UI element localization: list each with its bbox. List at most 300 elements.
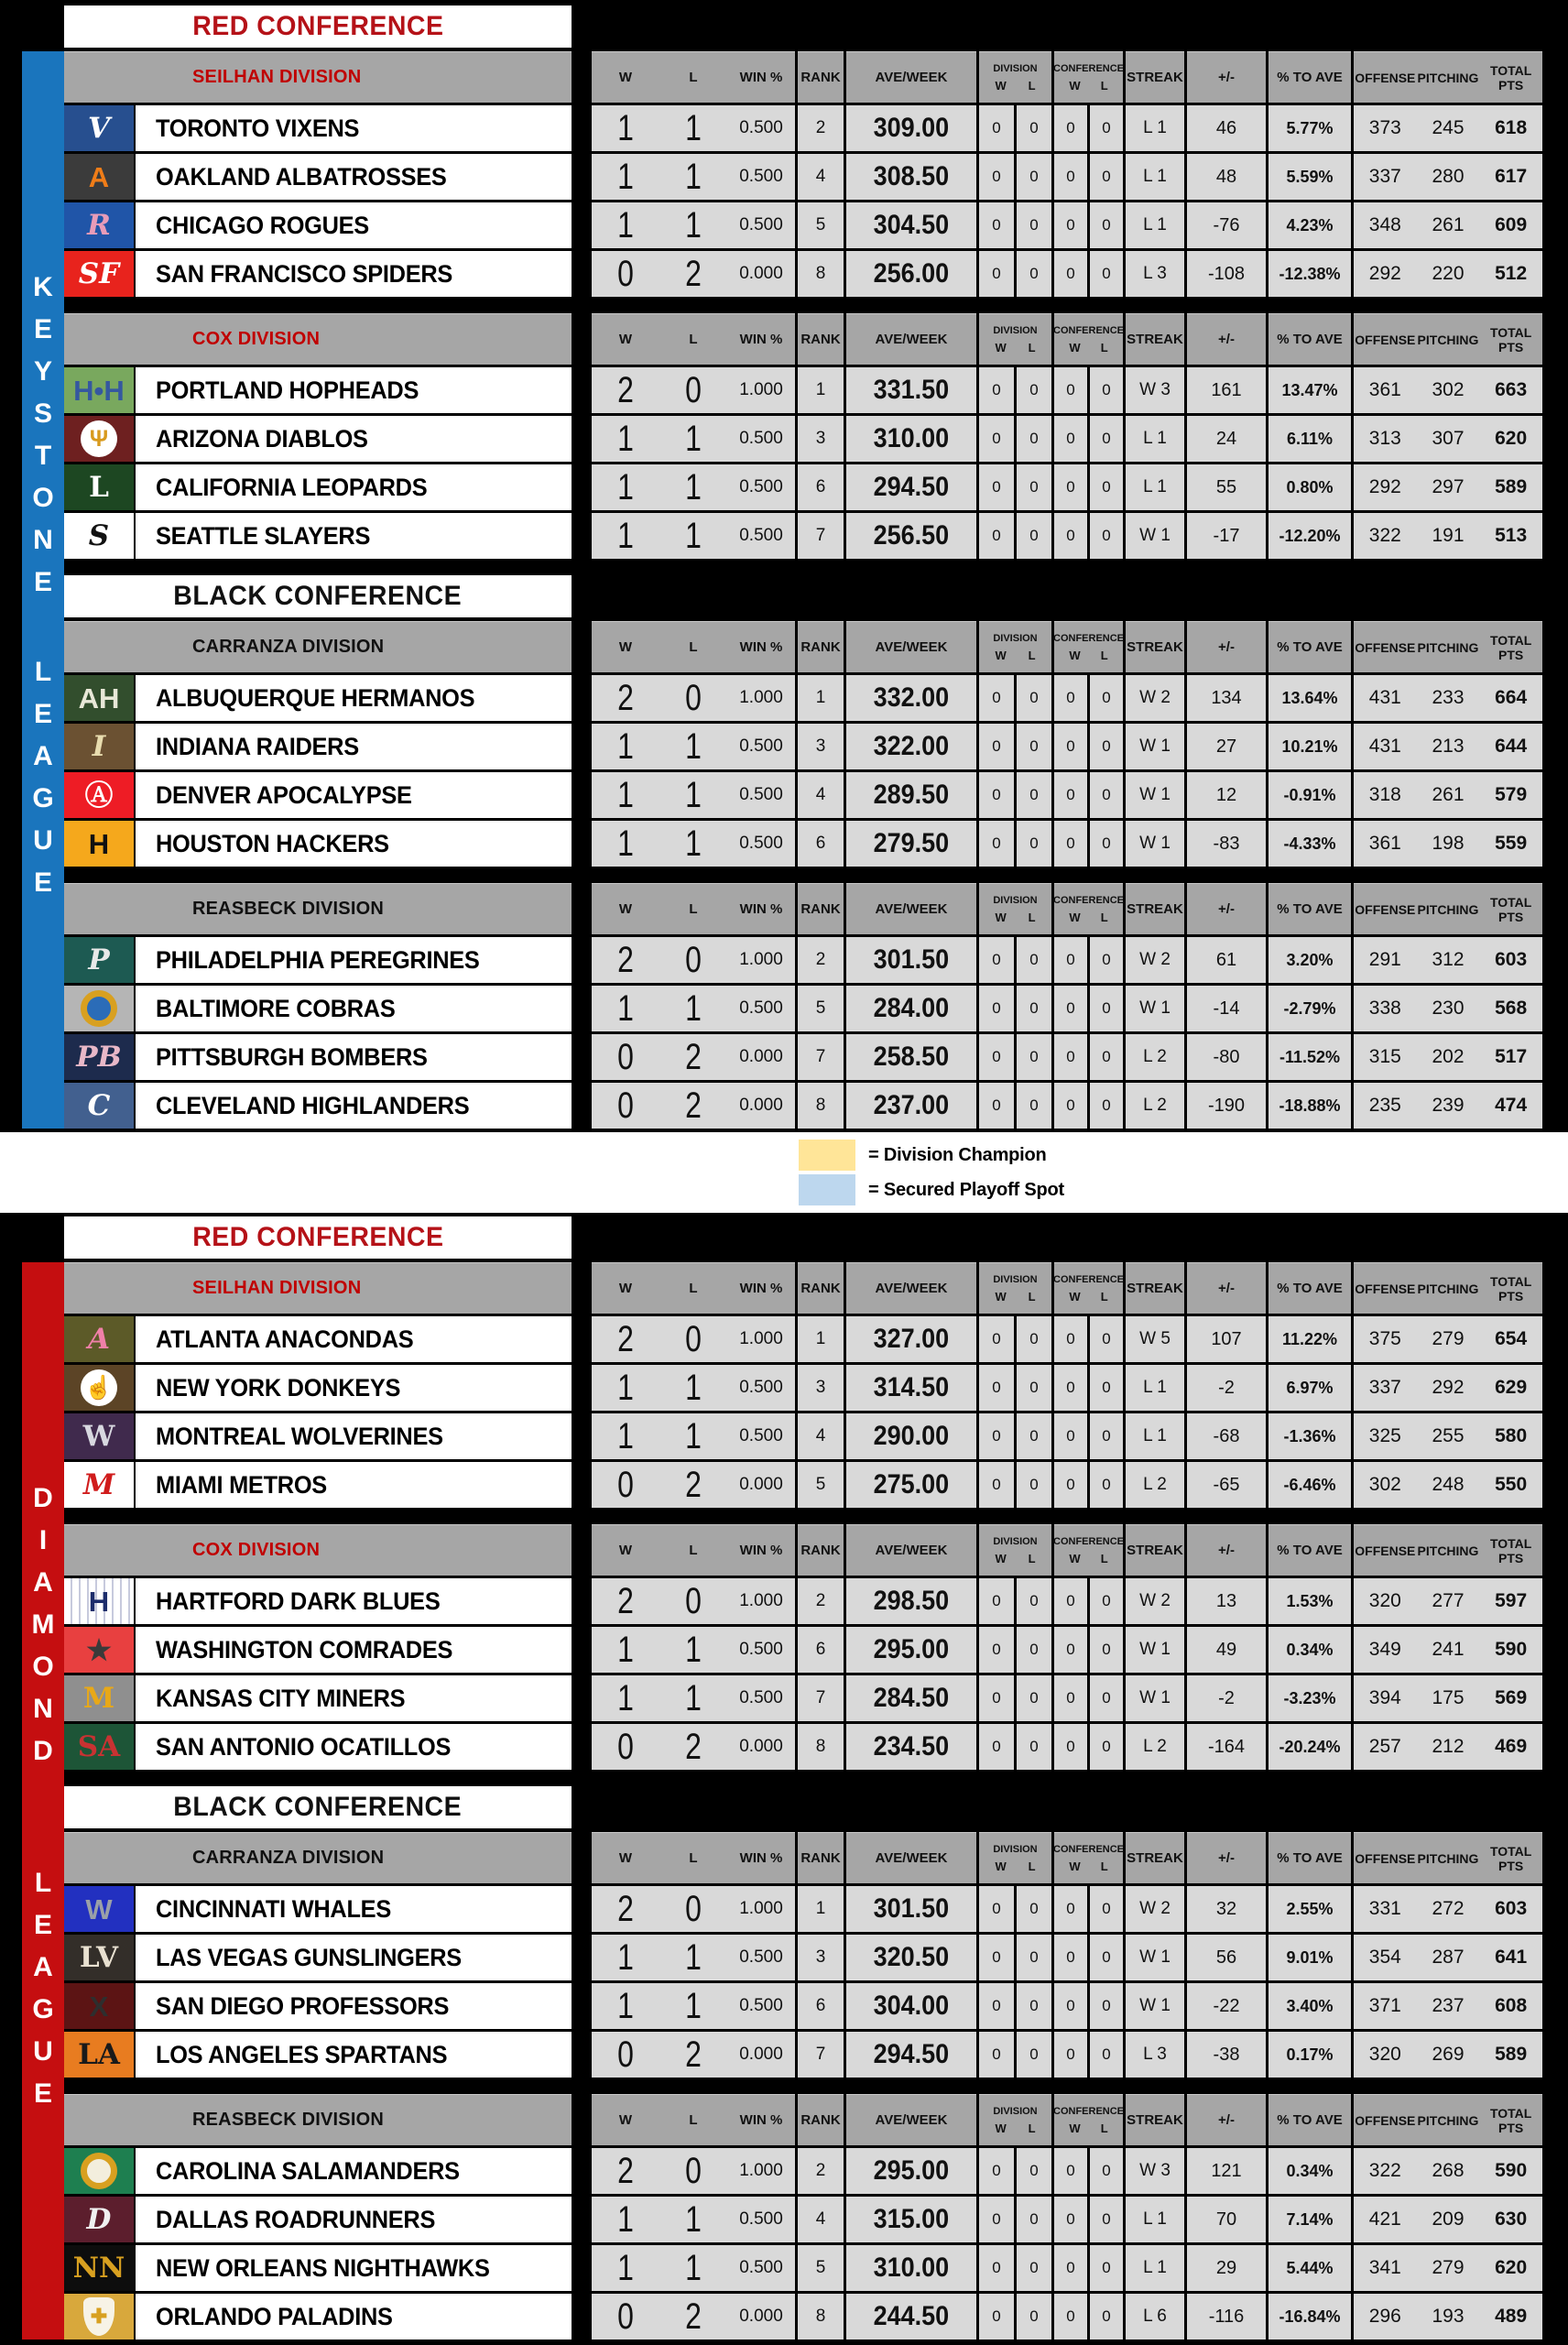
- stat-division-l: [1017, 1627, 1051, 1673]
- sidebar-letter: E: [33, 567, 52, 597]
- col-pcttoave-label: % TO AVE: [1269, 2094, 1351, 2145]
- stat-points-group: [1354, 937, 1542, 983]
- stat-conference-w: [1054, 1365, 1087, 1411]
- stat-division-l: [1017, 675, 1051, 721]
- col-winpct-label: WIN %: [739, 1850, 783, 1866]
- division-header: [64, 1262, 572, 1314]
- stat-ave-week: [846, 2148, 976, 2194]
- stat-points-group: [1354, 251, 1542, 297]
- stat-conference-l: [1090, 937, 1123, 983]
- col-plusminus-label: +/-: [1187, 313, 1266, 365]
- stat-losses: 1: [685, 205, 702, 245]
- team-identity: [64, 202, 572, 248]
- sidebar-letter: T: [34, 441, 52, 471]
- stat-division-w: [979, 2245, 1014, 2291]
- stat-rank-value: 2: [815, 2161, 826, 2180]
- team-identity: [64, 1627, 572, 1673]
- team-logo: [64, 1316, 134, 1362]
- team-identity: [64, 1365, 572, 1411]
- stat-wins: 0: [617, 2034, 634, 2075]
- stat-conference-w-value: 0: [1066, 1948, 1075, 1966]
- stat-conference-w: [1054, 1316, 1087, 1362]
- division-header-band: [64, 1832, 1568, 1883]
- stats-header-points-group: [1354, 313, 1542, 365]
- col-division-w-label: W: [995, 78, 1007, 93]
- stat-conference-l-value: 0: [1102, 1476, 1111, 1493]
- stat-division-l-value: 0: [1029, 168, 1039, 185]
- stat-conference-l: [1090, 1935, 1123, 1980]
- stat-conference-l: [1090, 2294, 1123, 2340]
- stat-division-w-value: 0: [992, 381, 1001, 398]
- stat-ave-week-value: 275.00: [873, 1469, 950, 1500]
- team-logo-glyph: L: [89, 470, 109, 504]
- stat-wl-cell: [592, 1316, 795, 1362]
- stat-conference-w-value: 0: [1066, 2259, 1075, 2276]
- team-row: [64, 251, 1568, 297]
- team-name: NEW YORK DONKEYS: [156, 1373, 401, 1402]
- col-conference-label: CONFERENCE: [1053, 324, 1125, 336]
- stat-division-l-value: 0: [1029, 2045, 1039, 2063]
- team-logo: [64, 2032, 134, 2078]
- stat-conference-w-value: 0: [1066, 2162, 1075, 2179]
- col-conference-sublabels: [1059, 2122, 1118, 2134]
- sidebar-word-top: [22, 1478, 64, 1772]
- sidebar-letter: E: [33, 699, 52, 729]
- stat-pitching: 220: [1432, 263, 1465, 284]
- sidebar-letter: I: [38, 1525, 48, 1555]
- stats-header-row: [592, 313, 1542, 365]
- stat-offense: 257: [1368, 1736, 1401, 1757]
- stat-pct-to-ave-value: 13.47%: [1281, 380, 1338, 399]
- col-conference-sublabels: [1059, 80, 1118, 92]
- stat-offense: 348: [1368, 214, 1401, 235]
- stat-division-w: [979, 1627, 1014, 1673]
- team-identity: [64, 1578, 572, 1624]
- stat-streak: [1126, 1724, 1184, 1770]
- stat-plus-minus-value: 12: [1215, 784, 1237, 805]
- leagues-root: [0, 5, 1568, 2340]
- col-pitching-label: PITCHING: [1417, 1543, 1479, 1558]
- stat-total-pts: 630: [1495, 2209, 1528, 2230]
- col-conference-group: [1054, 1262, 1123, 1314]
- stat-plus-minus: [1187, 2245, 1266, 2291]
- stat-plus-minus: [1187, 1886, 1266, 1932]
- sidebar-letter: O: [32, 483, 54, 513]
- stat-streak-value: L 6: [1143, 2307, 1167, 2326]
- team-stats-row: [592, 821, 1542, 867]
- sidebar-letter: M: [31, 1609, 55, 1640]
- team-name: LAS VEGAS GUNSLINGERS: [156, 1943, 462, 1971]
- team-row: [64, 986, 1568, 1031]
- stat-wl-cell: [592, 675, 795, 721]
- sidebar-letter: L: [34, 1868, 52, 1898]
- col-division-w-label: W: [995, 340, 1007, 354]
- stats-header-points-group: [1354, 2094, 1542, 2145]
- stat-losses: 1: [685, 1678, 702, 1718]
- team-name: LOS ANGELES SPARTANS: [156, 2040, 448, 2068]
- stat-division-w: [979, 1935, 1014, 1980]
- stat-streak-value: L 1: [1143, 167, 1167, 186]
- stat-streak-value: W 3: [1139, 2161, 1171, 2180]
- stat-offense: 302: [1368, 1474, 1401, 1495]
- col-division-w-label: W: [995, 1289, 1007, 1303]
- stat-offense: 431: [1368, 687, 1401, 708]
- stat-pitching: 175: [1432, 1687, 1465, 1708]
- col-plusminus-label: +/-: [1187, 2094, 1266, 2145]
- league-main: [64, 5, 1568, 1129]
- stat-offense: 361: [1368, 379, 1401, 400]
- sidebar-letter: A: [33, 1567, 53, 1598]
- conference-header-band: [64, 575, 1568, 617]
- stat-points-group: [1354, 675, 1542, 721]
- team-name: CLEVELAND HIGHLANDERS: [156, 1091, 470, 1119]
- stat-streak-value: W 1: [1139, 1996, 1171, 2015]
- stat-ave-week: [846, 1462, 976, 1508]
- stat-points-group: [1354, 1365, 1542, 1411]
- stat-division-l: [1017, 1413, 1051, 1459]
- col-conference-label: CONFERENCE: [1053, 1843, 1125, 1855]
- stat-rank-value: 8: [815, 1096, 826, 1115]
- col-division-w-label: W: [995, 2121, 1007, 2135]
- stat-points-group: [1354, 724, 1542, 769]
- stat-conference-l: [1090, 1034, 1123, 1080]
- stat-conference-l-value: 0: [1102, 527, 1111, 544]
- stat-ave-week: [846, 1034, 976, 1080]
- stat-rank: [798, 1627, 844, 1673]
- team-stats-row: [592, 1983, 1542, 2029]
- stat-wl-cell: [592, 724, 795, 769]
- stat-conference-l-value: 0: [1102, 1689, 1111, 1707]
- stat-wins: 1: [617, 467, 634, 507]
- stat-offense: 292: [1368, 476, 1401, 497]
- stat-offense: 431: [1368, 736, 1401, 757]
- stat-ave-week-value: 304.50: [873, 210, 950, 240]
- conference-title-box: [64, 5, 572, 48]
- stat-streak-value: W 2: [1139, 950, 1171, 969]
- team-logo-glyph: SA: [77, 1729, 121, 1763]
- stat-rank: [798, 1083, 844, 1129]
- stat-wl-cell: [592, 202, 795, 248]
- team-logo-glyph: PB: [76, 1040, 122, 1074]
- team-identity: [64, 1316, 572, 1362]
- stat-ave-week-value: 320.50: [873, 1942, 950, 1972]
- stat-pct-to-ave-value: -2.79%: [1283, 998, 1336, 1018]
- stat-division-l: [1017, 724, 1051, 769]
- col-pitching-label: PITCHING: [1417, 901, 1479, 917]
- division-name: SEILHAN DIVISION: [192, 1278, 362, 1298]
- stat-conference-w: [1054, 1462, 1087, 1508]
- team-logo: [64, 154, 134, 200]
- division-name: REASBECK DIVISION: [192, 899, 384, 919]
- stats-header-wl: [592, 2094, 795, 2145]
- stat-total-pts: 590: [1495, 1639, 1528, 1660]
- stat-plus-minus: [1187, 2032, 1266, 2078]
- stat-conference-w-value: 0: [1066, 951, 1075, 968]
- stat-losses: 0: [685, 1581, 702, 1621]
- stat-pct-to-ave-value: 10.21%: [1281, 736, 1338, 756]
- stat-pct-to-ave: [1269, 1578, 1351, 1624]
- team-row: [64, 1627, 1568, 1673]
- team-name: SAN ANTONIO OCATILLOS: [156, 1732, 452, 1761]
- stat-winpct: 0.500: [739, 785, 783, 804]
- stat-plus-minus: [1187, 1675, 1266, 1721]
- stat-conference-w: [1054, 1886, 1087, 1932]
- stat-ave-week: [846, 1316, 976, 1362]
- stat-division-l: [1017, 251, 1051, 297]
- stat-wins: 2: [617, 2151, 634, 2191]
- stat-plus-minus-value: 107: [1211, 1328, 1242, 1349]
- team-stats-row: [592, 251, 1542, 297]
- stat-streak-value: L 3: [1143, 2045, 1167, 2064]
- team-stats-row: [592, 1675, 1542, 1721]
- stat-division-l: [1017, 772, 1051, 818]
- col-division-label: DIVISION: [993, 1273, 1038, 1285]
- stat-streak-value: W 1: [1139, 1640, 1171, 1659]
- stat-streak-value: W 1: [1139, 1947, 1171, 1967]
- stat-division-w: [979, 251, 1014, 297]
- stat-conference-l: [1090, 1578, 1123, 1624]
- stat-rank: [798, 105, 844, 151]
- stat-division-w: [979, 1983, 1014, 2029]
- stat-offense: 320: [1368, 1590, 1401, 1611]
- stat-conference-l-value: 0: [1102, 1900, 1111, 1917]
- team-name: BALTIMORE COBRAS: [156, 994, 396, 1022]
- stat-wins: 0: [617, 2296, 634, 2337]
- col-division-label: DIVISION: [993, 1843, 1038, 1855]
- stat-division-l: [1017, 821, 1051, 867]
- conference-block: [64, 575, 1568, 1129]
- stat-plus-minus: [1187, 1983, 1266, 2029]
- stat-losses: 0: [685, 2151, 702, 2191]
- stat-rank: [798, 154, 844, 200]
- legend-label: = Division Champion: [868, 1144, 1047, 1165]
- stat-conference-w-value: 0: [1066, 786, 1075, 803]
- col-streak-label: STREAK: [1126, 51, 1184, 103]
- stat-division-w: [979, 154, 1014, 200]
- col-w-label: W: [618, 901, 633, 917]
- col-conference-w-label: W: [1069, 648, 1081, 662]
- col-plusminus-label: +/-: [1187, 883, 1266, 934]
- stat-rank-value: 3: [815, 429, 826, 448]
- stat-losses: 0: [685, 678, 702, 718]
- stat-rank-value: 5: [815, 998, 826, 1018]
- stat-conference-w: [1054, 416, 1087, 462]
- stat-division-l: [1017, 416, 1051, 462]
- stat-division-w: [979, 1083, 1014, 1129]
- col-conference-group: [1054, 1832, 1123, 1883]
- stats-header-row: [592, 621, 1542, 672]
- team-name: MONTREAL WOLVERINES: [156, 1422, 443, 1450]
- stat-rank-value: 4: [815, 167, 826, 186]
- stat-division-l: [1017, 2148, 1051, 2194]
- stat-ave-week: [846, 1675, 976, 1721]
- stat-conference-w: [1054, 2197, 1087, 2242]
- stat-winpct: 0.500: [739, 1426, 783, 1445]
- stat-division-w-value: 0: [992, 119, 1001, 136]
- stat-ave-week-value: 256.50: [873, 520, 950, 551]
- team-logo: [64, 772, 134, 818]
- stat-conference-l-value: 0: [1102, 119, 1111, 136]
- col-conference-l-label: L: [1100, 910, 1108, 924]
- stat-offense: 338: [1368, 998, 1401, 1019]
- col-division-l-label: L: [1028, 340, 1036, 354]
- team-row: [64, 1413, 1568, 1459]
- stat-streak: [1126, 772, 1184, 818]
- stat-offense: 375: [1368, 1328, 1401, 1349]
- stat-conference-l: [1090, 1675, 1123, 1721]
- stat-streak: [1126, 154, 1184, 200]
- stat-pct-to-ave-value: 0.34%: [1286, 2161, 1334, 2180]
- stat-conference-l: [1090, 1413, 1123, 1459]
- stat-streak-value: W 1: [1139, 1688, 1171, 1707]
- stat-pct-to-ave-value: 5.77%: [1286, 118, 1334, 137]
- stat-offense: 320: [1368, 2044, 1401, 2065]
- team-identity: [64, 464, 572, 510]
- col-winpct-label: WIN %: [739, 1543, 783, 1558]
- col-pitching-label: PITCHING: [1417, 332, 1479, 347]
- team-name-cell: [136, 1083, 572, 1129]
- team-stats-row: [592, 513, 1542, 559]
- team-identity: [64, 251, 572, 297]
- team-logo-glyph: ★: [86, 1633, 112, 1666]
- stat-division-w: [979, 1578, 1014, 1624]
- stat-division-w-value: 0: [992, 834, 1001, 852]
- stat-division-w: [979, 202, 1014, 248]
- division-header: [64, 1524, 572, 1576]
- stat-conference-l: [1090, 821, 1123, 867]
- stat-rank-value: 2: [815, 950, 826, 969]
- stat-division-l-value: 0: [1029, 2307, 1039, 2325]
- division-header-band: [64, 883, 1568, 934]
- stat-division-l-value: 0: [1029, 1048, 1039, 1065]
- stat-pitching: 277: [1432, 1590, 1465, 1611]
- team-logo: [64, 105, 134, 151]
- stat-rank: [798, 675, 844, 721]
- stat-streak: [1126, 1935, 1184, 1980]
- stat-division-w-value: 0: [992, 265, 1001, 282]
- stat-wl-cell: [592, 1462, 795, 1508]
- stat-ave-week-value: 310.00: [873, 423, 950, 453]
- team-stats-row: [592, 2032, 1542, 2078]
- stat-plus-minus-value: -65: [1213, 1474, 1240, 1495]
- division-champion-swatch: [799, 1140, 855, 1171]
- stat-points-group: [1354, 1724, 1542, 1770]
- stat-ave-week: [846, 1724, 976, 1770]
- stat-total-pts: 603: [1495, 1898, 1528, 1919]
- stat-plus-minus: [1187, 202, 1266, 248]
- stat-ave-week-value: 310.00: [873, 2252, 950, 2283]
- stat-points-group: [1354, 464, 1542, 510]
- stat-winpct: 0.500: [739, 215, 783, 234]
- col-rank-label: RANK: [798, 1262, 844, 1314]
- stat-pct-to-ave-value: -20.24%: [1279, 1737, 1341, 1756]
- stat-winpct: 0.500: [739, 1640, 783, 1659]
- team-logo: [64, 2197, 134, 2242]
- stat-ave-week-value: 308.50: [873, 161, 950, 191]
- stat-conference-l-value: 0: [1102, 2307, 1111, 2325]
- team-logo: [64, 1627, 134, 1673]
- col-w-label: W: [618, 70, 633, 85]
- team-logo: [64, 2245, 134, 2291]
- stat-rank: [798, 937, 844, 983]
- conference-header-band: [64, 1216, 1568, 1259]
- team-name: CAROLINA SALAMANDERS: [156, 2156, 460, 2185]
- stat-streak-value: W 2: [1139, 1899, 1171, 1918]
- division-block: [64, 1262, 1568, 1508]
- team-row: [64, 2197, 1568, 2242]
- stat-winpct: 0.500: [739, 477, 783, 496]
- stat-streak: [1126, 1083, 1184, 1129]
- sidebar-letter: U: [33, 825, 53, 856]
- stat-pitching: 261: [1432, 214, 1465, 235]
- stat-wins: 1: [617, 108, 634, 148]
- col-conference-label: CONFERENCE: [1053, 62, 1125, 74]
- stat-streak-value: L 1: [1143, 429, 1167, 448]
- col-conference-l-label: L: [1100, 340, 1108, 354]
- stat-rank-value: 1: [815, 1329, 826, 1348]
- stat-pitching: 248: [1432, 1474, 1465, 1495]
- col-pcttoave-label: % TO AVE: [1269, 1524, 1351, 1576]
- conference-header-band: [64, 5, 1568, 48]
- stats-header-wl: [592, 1262, 795, 1314]
- stat-rank-value: 1: [815, 380, 826, 399]
- stat-pct-to-ave: [1269, 2294, 1351, 2340]
- col-aveweek-label: AVE/WEEK: [846, 1524, 976, 1576]
- col-streak-label: STREAK: [1126, 1524, 1184, 1576]
- col-aveweek-label: AVE/WEEK: [846, 1262, 976, 1314]
- stat-streak: [1126, 464, 1184, 510]
- team-name-cell: [136, 464, 572, 510]
- stat-wl-cell: [592, 1365, 795, 1411]
- team-row: [64, 1935, 1568, 1980]
- team-stats-row: [592, 464, 1542, 510]
- col-l-label: L: [689, 332, 698, 347]
- stat-ave-week-value: 284.50: [873, 1683, 950, 1713]
- stat-division-l-value: 0: [1029, 2210, 1039, 2228]
- stat-wl-cell: [592, 1724, 795, 1770]
- stat-total-pts: 609: [1495, 214, 1528, 235]
- team-stats-row: [592, 1316, 1542, 1362]
- division-name: COX DIVISION: [192, 329, 321, 349]
- team-logo: [64, 1413, 134, 1459]
- stat-rank: [798, 1983, 844, 2029]
- stat-total-pts: 517: [1495, 1046, 1528, 1067]
- stat-conference-l: [1090, 513, 1123, 559]
- stat-streak-value: L 1: [1143, 1378, 1167, 1397]
- stat-pct-to-ave-value: 3.40%: [1286, 1996, 1334, 2015]
- division-header-band: [64, 51, 1568, 103]
- stat-plus-minus-value: -17: [1213, 525, 1240, 546]
- stat-rank-value: 7: [815, 526, 826, 545]
- stat-streak: [1126, 2032, 1184, 2078]
- stat-pct-to-ave: [1269, 251, 1351, 297]
- stat-conference-l-value: 0: [1102, 1427, 1111, 1445]
- col-division-label: DIVISION: [993, 324, 1038, 336]
- stat-plus-minus: [1187, 1462, 1266, 1508]
- stat-division-w-value: 0: [992, 2307, 1001, 2325]
- stat-pct-to-ave-value: 1.53%: [1286, 1591, 1334, 1610]
- stat-conference-w: [1054, 1627, 1087, 1673]
- stat-winpct: 0.500: [739, 1378, 783, 1397]
- col-totalpts-label: TOTAL PTS: [1489, 324, 1532, 354]
- col-conference-sublabels: [1059, 1860, 1118, 1872]
- team-logo: [64, 1724, 134, 1770]
- stat-division-l: [1017, 1365, 1051, 1411]
- team-name-cell: [136, 2197, 572, 2242]
- team-row: [64, 2032, 1568, 2078]
- stat-pitching: 302: [1432, 379, 1465, 400]
- stat-conference-w: [1054, 1578, 1087, 1624]
